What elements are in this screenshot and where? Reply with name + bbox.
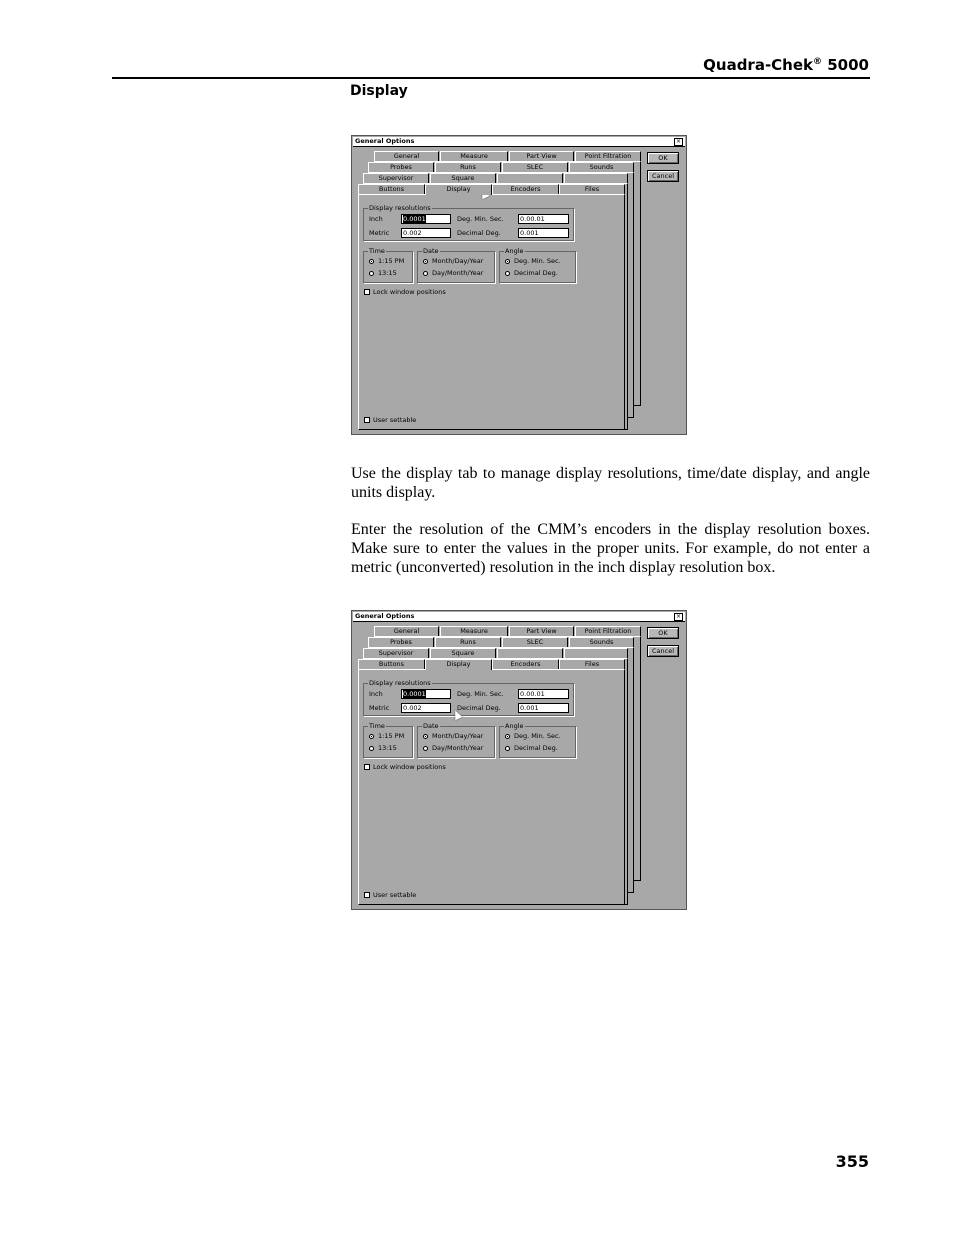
- tab-supervisor[interactable]: Supervisor: [363, 173, 429, 183]
- decimal-deg-label: Decimal Deg.: [457, 704, 501, 712]
- close-icon[interactable]: ×: [675, 138, 682, 145]
- tab-blank-1[interactable]: [497, 648, 563, 658]
- header-model: 5000: [822, 56, 869, 74]
- date-mdy-radio[interactable]: [423, 259, 428, 264]
- time-24h-radio[interactable]: [369, 746, 374, 751]
- header-rule: [112, 77, 870, 79]
- tab-sheet-display: [358, 669, 625, 905]
- time-label: Time: [369, 247, 385, 255]
- tab-square[interactable]: Square: [430, 173, 496, 183]
- display-resolutions-label: Display resolutions: [369, 679, 431, 687]
- angle-label: Angle: [505, 722, 524, 730]
- tab-blank-2[interactable]: [564, 648, 628, 658]
- ok-button[interactable]: OK: [647, 627, 679, 639]
- metric-field[interactable]: 0.002: [401, 228, 451, 238]
- metric-label: Metric: [369, 229, 390, 237]
- lock-window-checkbox[interactable]: [364, 764, 370, 770]
- running-header: [703, 56, 869, 74]
- tab-files[interactable]: Files: [559, 184, 625, 194]
- display-resolutions-label: Display resolutions: [369, 204, 431, 212]
- angle-decimal-radio[interactable]: [505, 271, 510, 276]
- tab-display[interactable]: Display: [425, 659, 492, 670]
- time-24h-label: 13:15: [378, 744, 397, 752]
- time-group: [363, 722, 413, 758]
- tab-supervisor[interactable]: Supervisor: [363, 648, 429, 658]
- general-options-dialog: [351, 610, 687, 910]
- display-resolutions-group: [363, 679, 574, 716]
- tab-point-filtration[interactable]: Point Filtration: [575, 626, 641, 636]
- title-bar: [353, 137, 685, 147]
- tab-sounds[interactable]: Sounds: [569, 162, 634, 172]
- tab-encoders[interactable]: Encoders: [492, 184, 559, 194]
- dialog-title: General Options: [355, 137, 415, 145]
- inch-label: Inch: [369, 690, 383, 698]
- time-12h-label: 1:15 PM: [378, 732, 405, 740]
- header-title: Quadra-Chek: [703, 56, 814, 74]
- dms-label: Deg. Min. Sec.: [457, 215, 504, 223]
- tab-general[interactable]: General: [374, 626, 439, 636]
- dms-label: Deg. Min. Sec.: [457, 690, 504, 698]
- time-12h-radio[interactable]: [369, 259, 374, 264]
- date-mdy-radio[interactable]: [423, 734, 428, 739]
- cancel-button[interactable]: Cancel: [647, 170, 679, 182]
- angle-group: [499, 722, 576, 758]
- time-24h-radio[interactable]: [369, 271, 374, 276]
- user-settable-checkbox[interactable]: [364, 892, 370, 898]
- dms-field[interactable]: 0.00.01: [518, 689, 569, 699]
- dms-field[interactable]: 0.00.01: [518, 214, 569, 224]
- lock-window-checkbox[interactable]: [364, 289, 370, 295]
- tab-measure[interactable]: Measure: [440, 626, 508, 636]
- tab-probes[interactable]: Probes: [368, 162, 434, 172]
- inch-field[interactable]: [401, 689, 451, 699]
- angle-dms-radio[interactable]: [505, 259, 510, 264]
- cancel-button[interactable]: Cancel: [647, 645, 679, 657]
- tab-part-view[interactable]: Part View: [509, 151, 574, 161]
- date-dmy-radio[interactable]: [423, 271, 428, 276]
- date-label: Date: [423, 722, 439, 730]
- user-settable-label: User settable: [373, 891, 417, 899]
- ok-button[interactable]: OK: [647, 152, 679, 164]
- tab-measure[interactable]: Measure: [440, 151, 508, 161]
- display-resolutions-group: [363, 204, 574, 241]
- section-title: Display: [350, 83, 408, 99]
- metric-label: Metric: [369, 704, 390, 712]
- date-dmy-radio[interactable]: [423, 746, 428, 751]
- tab-files[interactable]: Files: [559, 659, 625, 669]
- time-24h-label: 13:15: [378, 269, 397, 277]
- tab-blank-1[interactable]: [497, 173, 563, 183]
- angle-group: [499, 247, 576, 283]
- tab-encoders[interactable]: Encoders: [492, 659, 559, 669]
- tab-runs[interactable]: Runs: [435, 162, 501, 172]
- tab-part-view[interactable]: Part View: [509, 626, 574, 636]
- angle-label: Angle: [505, 247, 524, 255]
- date-dmy-label: Day/Month/Year: [432, 269, 484, 277]
- tab-slec[interactable]: SLEC: [502, 162, 568, 172]
- angle-decimal-radio[interactable]: [505, 746, 510, 751]
- date-group: [417, 247, 495, 283]
- angle-dms-radio[interactable]: [505, 734, 510, 739]
- inch-label: Inch: [369, 215, 383, 223]
- inch-value: 0.0001: [403, 215, 426, 223]
- tab-runs[interactable]: Runs: [435, 637, 501, 647]
- close-icon[interactable]: ×: [675, 613, 682, 620]
- decimal-deg-label: Decimal Deg.: [457, 229, 501, 237]
- time-label: Time: [369, 722, 385, 730]
- tab-square[interactable]: Square: [430, 648, 496, 658]
- user-settable-checkbox[interactable]: [364, 417, 370, 423]
- time-group: [363, 247, 413, 283]
- decimal-deg-field[interactable]: 0.001: [518, 703, 569, 713]
- angle-dms-label: Deg. Min. Sec.: [514, 732, 561, 740]
- user-settable-label: User settable: [373, 416, 417, 424]
- date-dmy-label: Day/Month/Year: [432, 744, 484, 752]
- tab-buttons[interactable]: Buttons: [358, 184, 425, 194]
- inch-field[interactable]: [401, 214, 451, 224]
- paragraph-2: Enter the resolution of the CMM’s encoders in the display resolution boxes. Make sure to enter the values in the proper units. For example, do not enter a metric (unconverted) resolution in the inch display resolution box.: [351, 521, 870, 576]
- inch-value: 0.0001: [403, 690, 426, 698]
- angle-dms-label: Deg. Min. Sec.: [514, 257, 561, 265]
- lock-window-label: Lock window positions: [373, 288, 446, 296]
- time-12h-label: 1:15 PM: [378, 257, 405, 265]
- tab-general[interactable]: General: [374, 151, 439, 161]
- date-mdy-label: Month/Day/Year: [432, 732, 484, 740]
- registered-mark: ®: [813, 57, 823, 67]
- date-label: Date: [423, 247, 439, 255]
- decimal-deg-field[interactable]: 0.001: [518, 228, 569, 238]
- tab-sounds[interactable]: Sounds: [569, 637, 634, 647]
- tab-sheet-display: [358, 194, 625, 430]
- tab-buttons[interactable]: Buttons: [358, 659, 425, 669]
- title-bar: [353, 612, 685, 622]
- date-group: [417, 722, 495, 758]
- tab-blank-2[interactable]: [564, 173, 628, 183]
- tab-display[interactable]: Display: [425, 184, 492, 195]
- metric-field[interactable]: 0.002: [401, 703, 451, 713]
- paragraph-1: Use the display tab to manage display resolutions, time/date display, and angle units display.: [351, 465, 870, 501]
- angle-decimal-label: Decimal Deg.: [514, 269, 558, 277]
- time-12h-radio[interactable]: [369, 734, 374, 739]
- tab-probes[interactable]: Probes: [368, 637, 434, 647]
- angle-decimal-label: Decimal Deg.: [514, 744, 558, 752]
- page-number: 355: [835, 1152, 869, 1171]
- tab-slec[interactable]: SLEC: [502, 637, 568, 647]
- lock-window-label: Lock window positions: [373, 763, 446, 771]
- tab-point-filtration[interactable]: Point Filtration: [575, 151, 641, 161]
- general-options-dialog: [351, 135, 687, 435]
- dialog-title: General Options: [355, 612, 415, 620]
- date-mdy-label: Month/Day/Year: [432, 257, 484, 265]
